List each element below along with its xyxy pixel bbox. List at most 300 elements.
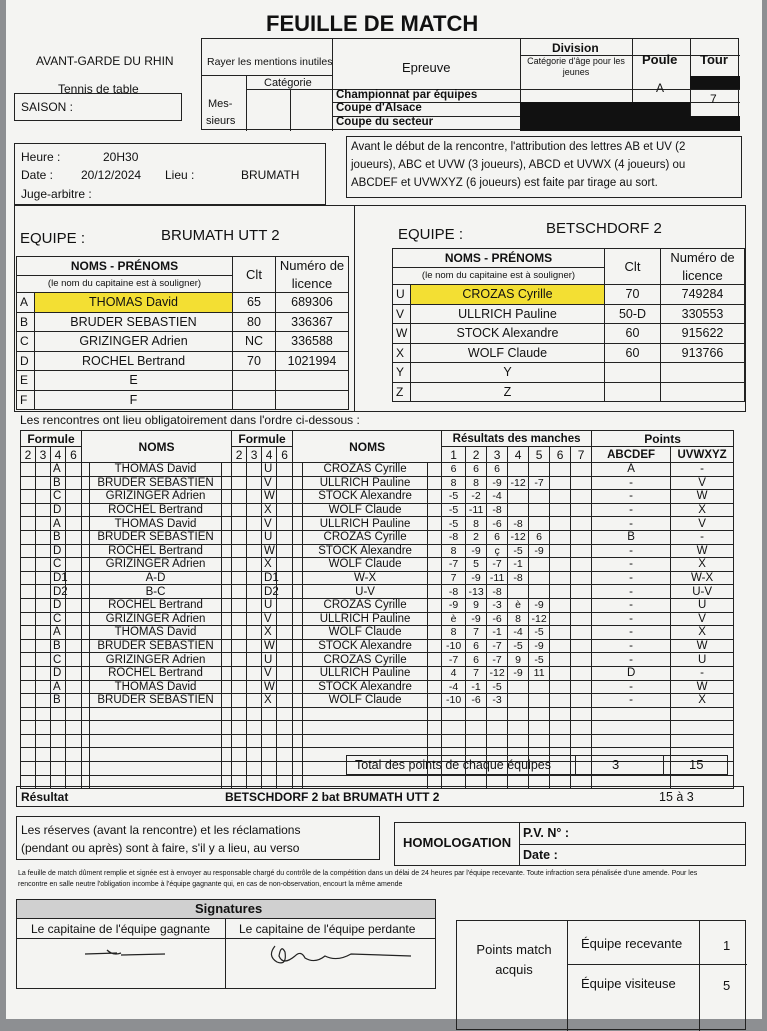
- points-right: W: [671, 680, 734, 694]
- resultat-score: 15 à 3: [659, 790, 694, 804]
- formule-cell: [232, 476, 247, 490]
- points-left: [592, 707, 671, 721]
- player-licence: [276, 371, 349, 391]
- spacer-cell: [428, 734, 442, 748]
- match-letter-right: W: [262, 490, 277, 504]
- spacer-cell: [293, 571, 303, 585]
- manche-score: [550, 666, 571, 680]
- manche-score: -5: [529, 653, 550, 667]
- match-player-right: ULLRICH Pauline: [303, 666, 428, 680]
- match-player-right: WOLF Claude: [303, 558, 428, 572]
- formule-cell: [277, 476, 293, 490]
- formule-cell: [21, 626, 36, 640]
- signature-perdante-mark: [267, 940, 437, 966]
- manche-score: -11: [487, 571, 508, 585]
- match-letter-left: B: [51, 694, 66, 708]
- formule-cell: [247, 503, 262, 517]
- player-classement: 65: [233, 293, 276, 313]
- player-licence: [276, 390, 349, 410]
- manche-score: 6: [466, 639, 487, 653]
- manche-score: [550, 585, 571, 599]
- pv-label: P.V. N° :: [523, 826, 569, 840]
- manche-score: -7: [487, 653, 508, 667]
- manche-score: -1: [508, 558, 529, 572]
- formule-cell: [232, 490, 247, 504]
- match-letter-left: A: [51, 626, 66, 640]
- player-licence: 336367: [276, 312, 349, 332]
- manche-score: -10: [442, 694, 466, 708]
- manche-col-header: 4: [508, 447, 529, 463]
- manche-score: [571, 639, 592, 653]
- manche-score: [487, 721, 508, 735]
- manche-score: -7: [487, 558, 508, 572]
- team-right-label: EQUIPE :: [398, 226, 464, 243]
- manche-score: [571, 517, 592, 531]
- manche-score: [550, 558, 571, 572]
- formule-cell: [247, 748, 262, 762]
- player-letter: A: [17, 293, 35, 313]
- spacer-cell: [82, 666, 90, 680]
- epreuve-block: [201, 38, 739, 130]
- match-letter-right: [262, 734, 277, 748]
- manche-score: [550, 544, 571, 558]
- tirage-note-line3: ABCDEF et UVWXYZ (6 joueurs) est faite par tirage au sort.: [351, 177, 658, 189]
- player-row: [393, 382, 745, 402]
- formule-cell: [277, 463, 293, 477]
- manche-score: -6: [487, 612, 508, 626]
- points-right: -: [671, 463, 734, 477]
- formule-cell: [247, 734, 262, 748]
- spacer-cell: [428, 707, 442, 721]
- match-player-left: B-C: [90, 585, 222, 599]
- sport-name: Tennis de table: [58, 82, 139, 96]
- manche-score: 6: [466, 653, 487, 667]
- formule-cell: [247, 558, 262, 572]
- formule-cell: [232, 612, 247, 626]
- manche-score: [550, 707, 571, 721]
- team-right-capitaine-note: (le nom du capitaine est à souligner): [393, 268, 605, 285]
- manche-score: [571, 503, 592, 517]
- resultat-box: [16, 786, 744, 807]
- match-letter-left: B: [51, 639, 66, 653]
- spacer-cell: [222, 558, 232, 572]
- spacer-cell: [293, 626, 303, 640]
- player-letter: Z: [393, 382, 411, 402]
- manche-score: [529, 490, 550, 504]
- player-letter: B: [17, 312, 35, 332]
- team-left-table: [16, 256, 349, 410]
- player-letter: E: [17, 371, 35, 391]
- formule-cell: [232, 585, 247, 599]
- signatures-title: Signatures: [195, 901, 263, 916]
- points-right: W: [671, 639, 734, 653]
- spacer-cell: [222, 612, 232, 626]
- formule-cell: [21, 585, 36, 599]
- homologation-date-label: Date :: [523, 848, 558, 862]
- player-licence: 913766: [661, 343, 745, 363]
- spacer-cell: [82, 639, 90, 653]
- spacer-cell: [222, 626, 232, 640]
- date-label: Date :: [21, 168, 54, 182]
- formule-cell: [247, 707, 262, 721]
- spacer-cell: [428, 544, 442, 558]
- formule-cell: [232, 503, 247, 517]
- manche-score: 9: [466, 598, 487, 612]
- manche-col-header: 7: [571, 447, 592, 463]
- manche-score: [550, 721, 571, 735]
- total-left: 3: [612, 757, 620, 772]
- manche-score: [550, 490, 571, 504]
- match-row: [21, 734, 734, 748]
- reserves-line1: Les réserves (avant la rencontre) et les réclamations: [21, 823, 301, 837]
- formule-cell: [36, 612, 51, 626]
- match-player-left: [90, 707, 222, 721]
- formule-cell: [247, 585, 262, 599]
- points-right: [671, 707, 734, 721]
- manche-score: 7: [442, 571, 466, 585]
- manche-score: [508, 721, 529, 735]
- match-letter-right: W: [262, 639, 277, 653]
- points-right: U: [671, 653, 734, 667]
- player-name: Y: [411, 363, 605, 383]
- formule-cell: [66, 748, 82, 762]
- spacer-cell: [82, 585, 90, 599]
- match-row: [21, 503, 734, 517]
- formule-cell: [66, 639, 82, 653]
- manche-score: 7: [466, 626, 487, 640]
- points-left: -: [592, 680, 671, 694]
- player-row: [17, 332, 349, 352]
- spacer-cell: [222, 585, 232, 599]
- team-left-licence-header-2: licence: [276, 276, 349, 293]
- spacer-cell: [428, 694, 442, 708]
- formule-cell: [277, 707, 293, 721]
- formule-cell: [66, 530, 82, 544]
- player-classement: 80: [233, 312, 276, 332]
- manche-score: 6: [487, 530, 508, 544]
- points-left: [592, 721, 671, 735]
- formule-cell: [36, 585, 51, 599]
- spacer-cell: [293, 598, 303, 612]
- points-right: V: [671, 517, 734, 531]
- formule-cell: [66, 666, 82, 680]
- player-letter: C: [17, 332, 35, 352]
- match-row: [21, 530, 734, 544]
- manche-score: -8: [508, 571, 529, 585]
- spacer-cell: [222, 653, 232, 667]
- formule-cell: [66, 598, 82, 612]
- manche-score: [550, 476, 571, 490]
- formule-cell: [232, 517, 247, 531]
- equipe-visiteuse-label: Équipe visiteuse: [581, 976, 676, 991]
- formule-cell: [277, 721, 293, 735]
- match-letter-left: B: [51, 476, 66, 490]
- match-letter-right: [262, 762, 277, 776]
- noms-header-right: NOMS: [293, 431, 442, 463]
- team-left-noms-header: NOMS - PRÉNOMS: [17, 257, 233, 276]
- match-letter-right: [262, 721, 277, 735]
- spacer-cell: [82, 517, 90, 531]
- team-right-noms-header: NOMS - PRÉNOMS: [393, 249, 605, 268]
- match-player-right: STOCK Alexandre: [303, 544, 428, 558]
- match-player-left: [90, 762, 222, 776]
- manche-score: -4: [487, 490, 508, 504]
- formule-cell: [36, 639, 51, 653]
- match-row: [21, 476, 734, 490]
- match-row: [21, 544, 734, 558]
- match-letter-left: A: [51, 517, 66, 531]
- player-licence: 689306: [276, 293, 349, 313]
- formule-cell: [277, 762, 293, 776]
- match-row: [21, 666, 734, 680]
- match-letter-right: W: [262, 544, 277, 558]
- spacer-cell: [82, 490, 90, 504]
- player-name: Z: [411, 382, 605, 402]
- spacer-cell: [222, 734, 232, 748]
- formule-cell: [66, 626, 82, 640]
- spacer-cell: [222, 721, 232, 735]
- points-left: D: [592, 666, 671, 680]
- manche-score: [550, 463, 571, 477]
- manche-score: -9: [508, 666, 529, 680]
- spacer-cell: [428, 666, 442, 680]
- spacer-cell: [428, 503, 442, 517]
- points-match-label-2: acquis: [495, 962, 533, 977]
- match-player-right: STOCK Alexandre: [303, 639, 428, 653]
- manche-score: [508, 503, 529, 517]
- spacer-cell: [428, 476, 442, 490]
- manche-score: -7: [442, 653, 466, 667]
- spacer-cell: [82, 463, 90, 477]
- formule-cell: [21, 694, 36, 708]
- match-letter-right: V: [262, 476, 277, 490]
- formule-col-header: 4: [262, 447, 277, 463]
- match-letter-left: [51, 707, 66, 721]
- epreuve-label: Epreuve: [402, 60, 451, 75]
- match-player-left: ROCHEL Bertrand: [90, 666, 222, 680]
- spacer-cell: [293, 463, 303, 477]
- points-left: -: [592, 598, 671, 612]
- match-player-left: BRUDER SEBASTIEN: [90, 639, 222, 653]
- manche-score: -9: [529, 598, 550, 612]
- points-left: B: [592, 530, 671, 544]
- lieu-label: Lieu :: [165, 168, 195, 182]
- spacer-cell: [428, 653, 442, 667]
- fine-print-line2: rencontre en salle neutre l'obligation incombe à l'équipe gagnante qui, en cas de non-observation, encourt la même amende: [18, 881, 403, 888]
- spacer-cell: [428, 721, 442, 735]
- player-row: [17, 312, 349, 332]
- manche-score: 7: [466, 666, 487, 680]
- match-row: [21, 653, 734, 667]
- formule-cell: [247, 544, 262, 558]
- points-left: -: [592, 639, 671, 653]
- match-letter-left: C: [51, 653, 66, 667]
- match-player-left: THOMAS David: [90, 463, 222, 477]
- spacer-cell: [293, 694, 303, 708]
- spacer-cell: [222, 476, 232, 490]
- formule-cell: [277, 530, 293, 544]
- player-row: [17, 293, 349, 313]
- manche-score: [529, 721, 550, 735]
- player-row: [17, 390, 349, 410]
- spacer-cell: [222, 762, 232, 776]
- spacer-cell: [428, 680, 442, 694]
- manche-score: -5: [442, 517, 466, 531]
- tour-value: 7: [710, 92, 717, 106]
- match-player-right: CROZAS Cyrille: [303, 598, 428, 612]
- reserves-box: [16, 816, 380, 860]
- manche-score: [571, 707, 592, 721]
- spacer-cell: [428, 517, 442, 531]
- match-player-right: STOCK Alexandre: [303, 490, 428, 504]
- manche-score: -9: [442, 598, 466, 612]
- manche-col-header: 2: [466, 447, 487, 463]
- manche-score: -4: [442, 680, 466, 694]
- formule-cell: [66, 707, 82, 721]
- match-player-right: ULLRICH Pauline: [303, 476, 428, 490]
- player-licence: 749284: [661, 285, 745, 305]
- manche-score: [550, 612, 571, 626]
- manche-score: [508, 585, 529, 599]
- match-row: [21, 558, 734, 572]
- formule-cell: [66, 762, 82, 776]
- formule-cell: [277, 666, 293, 680]
- spacer-cell: [82, 571, 90, 585]
- manche-score: -11: [466, 503, 487, 517]
- manche-score: [529, 694, 550, 708]
- manche-score: [466, 734, 487, 748]
- formule-cell: [36, 680, 51, 694]
- match-letter-right: W: [262, 680, 277, 694]
- player-name: F: [35, 390, 233, 410]
- match-letter-left: A: [51, 463, 66, 477]
- match-letter-left: D1: [51, 571, 66, 585]
- manche-score: -9: [466, 544, 487, 558]
- player-letter: V: [393, 304, 411, 324]
- manche-score: 8: [442, 476, 466, 490]
- manche-score: -8: [508, 517, 529, 531]
- formule-cell: [232, 653, 247, 667]
- formule-cell: [21, 476, 36, 490]
- points-match-label-1: Points match: [476, 942, 552, 957]
- spacer-cell: [82, 721, 90, 735]
- manche-score: -5: [442, 503, 466, 517]
- formule-cell: [277, 748, 293, 762]
- match-row: [21, 612, 734, 626]
- spacer-cell: [293, 707, 303, 721]
- manche-score: -1: [466, 680, 487, 694]
- formule-cell: [36, 707, 51, 721]
- spacer-cell: [222, 598, 232, 612]
- manche-score: [550, 734, 571, 748]
- formule-cell: [66, 476, 82, 490]
- manche-score: [550, 626, 571, 640]
- manche-col-header: 1: [442, 447, 466, 463]
- manche-score: -7: [487, 639, 508, 653]
- match-row: [21, 694, 734, 708]
- player-letter: F: [17, 390, 35, 410]
- match-player-left: GRIZINGER Adrien: [90, 558, 222, 572]
- formule-cell: [36, 463, 51, 477]
- formule-cell: [21, 463, 36, 477]
- match-player-left: ROCHEL Bertrand: [90, 503, 222, 517]
- manche-score: [529, 558, 550, 572]
- formule-cell: [277, 612, 293, 626]
- player-classement: 70: [233, 351, 276, 371]
- manche-score: [442, 707, 466, 721]
- manche-score: [571, 558, 592, 572]
- manche-score: 8: [466, 517, 487, 531]
- spacer-cell: [82, 503, 90, 517]
- match-letter-right: D2: [262, 585, 277, 599]
- player-classement: 50-D: [605, 304, 661, 324]
- match-letter-right: X: [262, 503, 277, 517]
- spacer-cell: [293, 666, 303, 680]
- spacer-cell: [82, 694, 90, 708]
- formule-cell: [247, 598, 262, 612]
- formule-cell: [232, 639, 247, 653]
- manche-score: 9: [508, 653, 529, 667]
- manche-score: -12: [487, 666, 508, 680]
- spacer-cell: [293, 734, 303, 748]
- manche-score: [487, 734, 508, 748]
- manche-score: [571, 653, 592, 667]
- points-left: -: [592, 517, 671, 531]
- manche-score: [571, 666, 592, 680]
- formule-cell: [277, 680, 293, 694]
- match-letter-right: V: [262, 666, 277, 680]
- formule-cell: [36, 666, 51, 680]
- match-player-left: ROCHEL Bertrand: [90, 544, 222, 558]
- match-player-right: WOLF Claude: [303, 694, 428, 708]
- player-classement: [233, 371, 276, 391]
- points-left: -: [592, 490, 671, 504]
- manche-score: -9: [529, 639, 550, 653]
- match-player-left: THOMAS David: [90, 680, 222, 694]
- points-uvwxyz-header: UVWXYZ: [671, 447, 734, 463]
- spacer-cell: [293, 517, 303, 531]
- formule-cell: [277, 490, 293, 504]
- player-row: [393, 324, 745, 344]
- manche-score: [487, 707, 508, 721]
- formule-cell: [277, 626, 293, 640]
- formule-cell: [277, 503, 293, 517]
- formule-cell: [247, 490, 262, 504]
- manche-score: 5: [466, 558, 487, 572]
- points-abcdef-header: ABCDEF: [592, 447, 671, 463]
- spacer-cell: [82, 612, 90, 626]
- formule-cell: [232, 626, 247, 640]
- match-player-left: GRIZINGER Adrien: [90, 653, 222, 667]
- formule-cell: [232, 598, 247, 612]
- manche-score: -7: [529, 476, 550, 490]
- poule-label: Poule: [642, 52, 678, 67]
- player-row: [17, 351, 349, 371]
- tour-label: Tour: [700, 52, 728, 67]
- formule-cell: [21, 612, 36, 626]
- formule-cell: [277, 694, 293, 708]
- match-letter-left: [51, 734, 66, 748]
- spacer-cell: [293, 490, 303, 504]
- formule-cell: [66, 653, 82, 667]
- points-right: [671, 734, 734, 748]
- team-right-licence-header-2: licence: [661, 268, 745, 285]
- match-row: [21, 585, 734, 599]
- points-right: W-X: [671, 571, 734, 585]
- lieu-value: BRUMATH: [241, 168, 300, 182]
- manche-score: 6: [442, 463, 466, 477]
- manche-score: [550, 598, 571, 612]
